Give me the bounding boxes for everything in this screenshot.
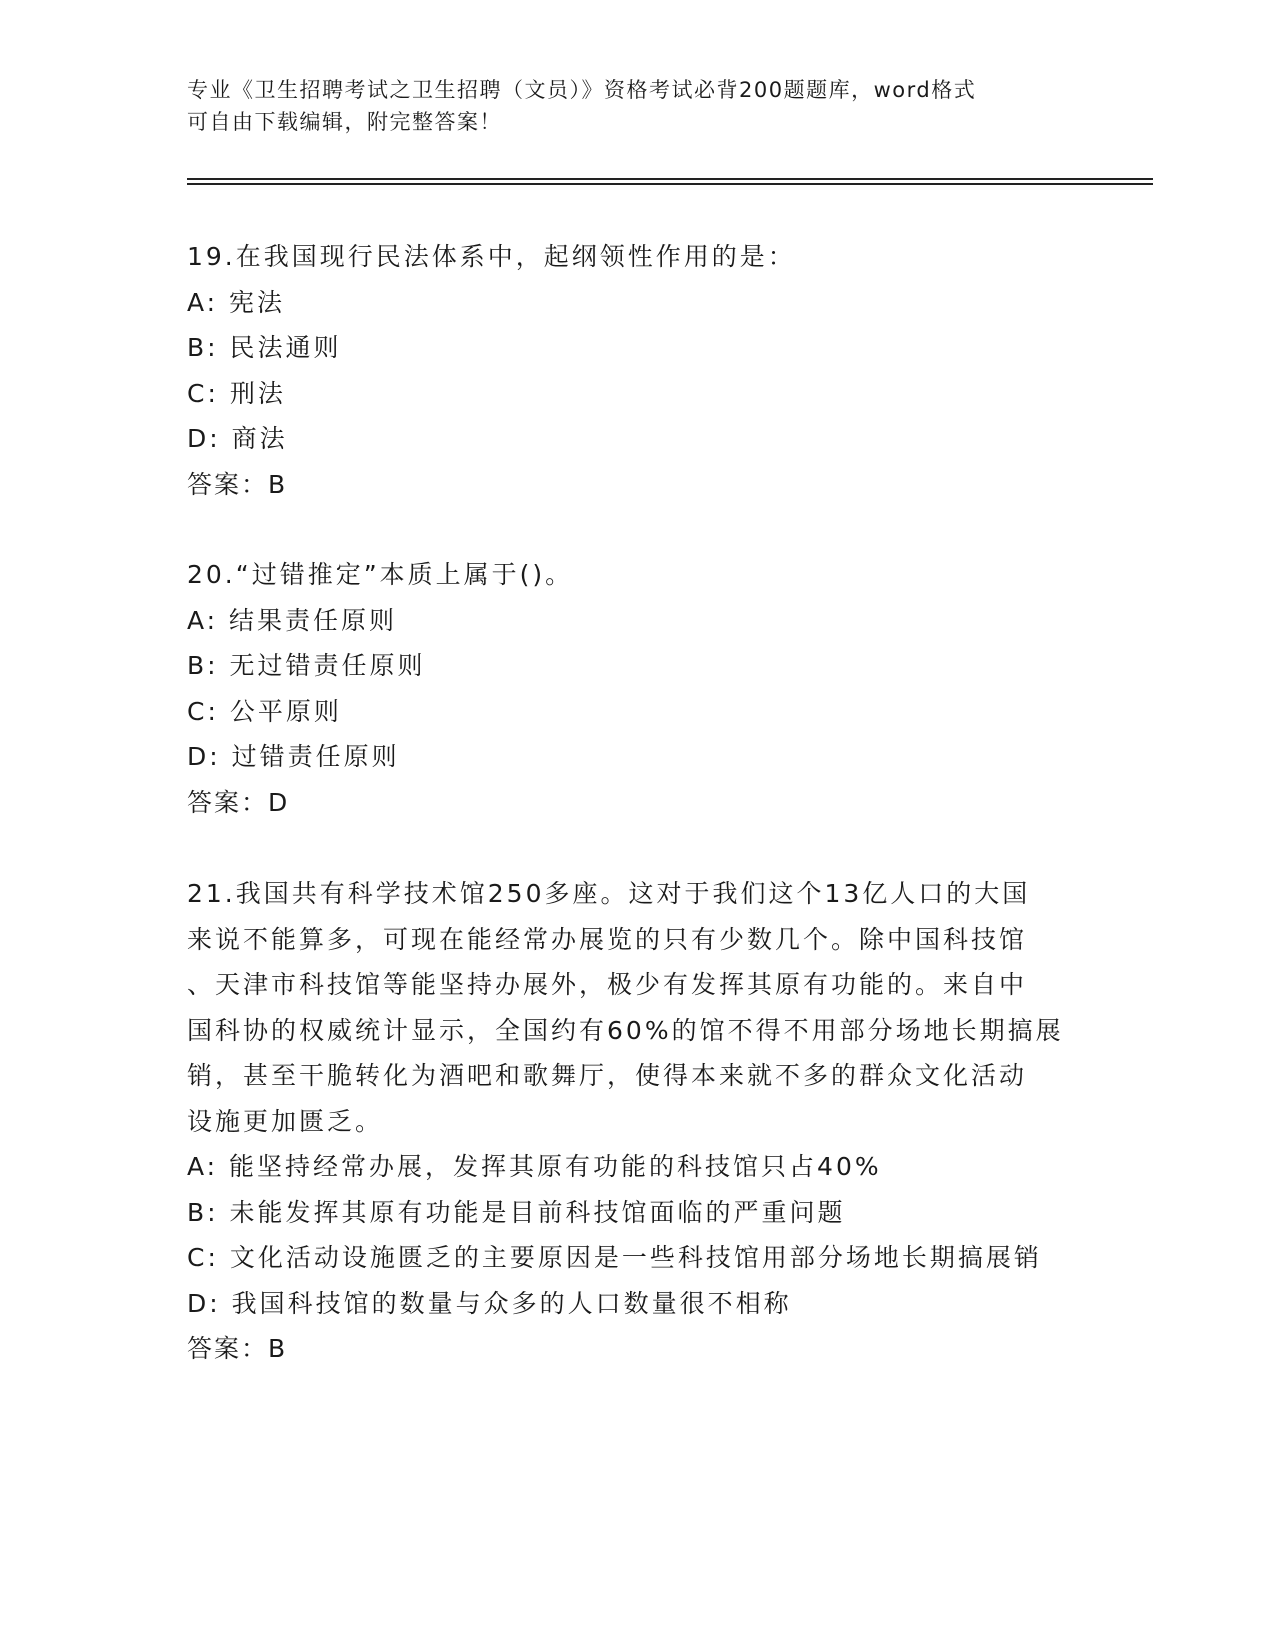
option-b: B: 未能发挥其原有功能是目前科技馆面临的严重问题	[187, 1197, 846, 1227]
header-divider-top	[187, 178, 1153, 180]
answer-line: 答案：B	[187, 469, 288, 499]
question-stem-line: 、天津市科技馆等能坚持办展外，极少有发挥其原有功能的。来自中	[187, 970, 1028, 999]
option-a: A: 能坚持经常办展，发挥其原有功能的科技馆只占40%	[187, 1152, 882, 1181]
option-b: B: 民法通则	[187, 333, 342, 362]
answer-line: 答案：D	[187, 787, 290, 817]
question-20	[187, 552, 1087, 825]
option-d: D: 商法	[187, 424, 288, 453]
header-divider-bottom	[187, 183, 1153, 185]
question-stem-line: 设施更加匮乏。	[187, 1106, 384, 1136]
option-c: C: 刑法	[187, 378, 286, 408]
header-line-2: 可自由下载编辑，附完整答案！	[187, 110, 502, 134]
question-stem: 19.在我国现行民法体系中，起纲领性作用的是：	[187, 242, 796, 271]
answer-line: 答案：B	[187, 1334, 288, 1363]
option-c: C: 文化活动设施匮乏的主要原因是一些科技馆用部分场地长期搞展销	[187, 1243, 1042, 1272]
question-stem-line: 21.我国共有科学技术馆250多座。这对于我们这个13亿人口的大国	[187, 879, 1031, 908]
question-21	[187, 871, 1087, 1372]
option-a: A: 结果责任原则	[187, 605, 398, 635]
option-a: A: 宪法	[187, 287, 286, 317]
question-stem-line: 销，甚至干脆转化为酒吧和歌舞厅，使得本来就不多的群众文化活动	[187, 1061, 1028, 1090]
option-b: B: 无过错责任原则	[187, 651, 426, 680]
option-c: C: 公平原则	[187, 696, 342, 726]
document-header	[187, 74, 1087, 138]
question-19	[187, 234, 1087, 507]
question-stem-line: 来说不能算多，可现在能经常办展览的只有少数几个。除中国科技馆	[187, 924, 1028, 954]
question-stem-line: 国科协的权威统计显示，全国约有60%的馆不得不用部分场地长期搞展	[187, 1015, 1064, 1045]
header-line-1: 专业《卫生招聘考试之卫生招聘（文员）》资格考试必背200题题库，word格式	[187, 78, 977, 102]
option-d: D: 过错责任原则	[187, 742, 400, 771]
option-d: D: 我国科技馆的数量与众多的人口数量很不相称	[187, 1288, 792, 1318]
question-stem: 20.“过错推定”本质上属于()。	[187, 560, 574, 589]
